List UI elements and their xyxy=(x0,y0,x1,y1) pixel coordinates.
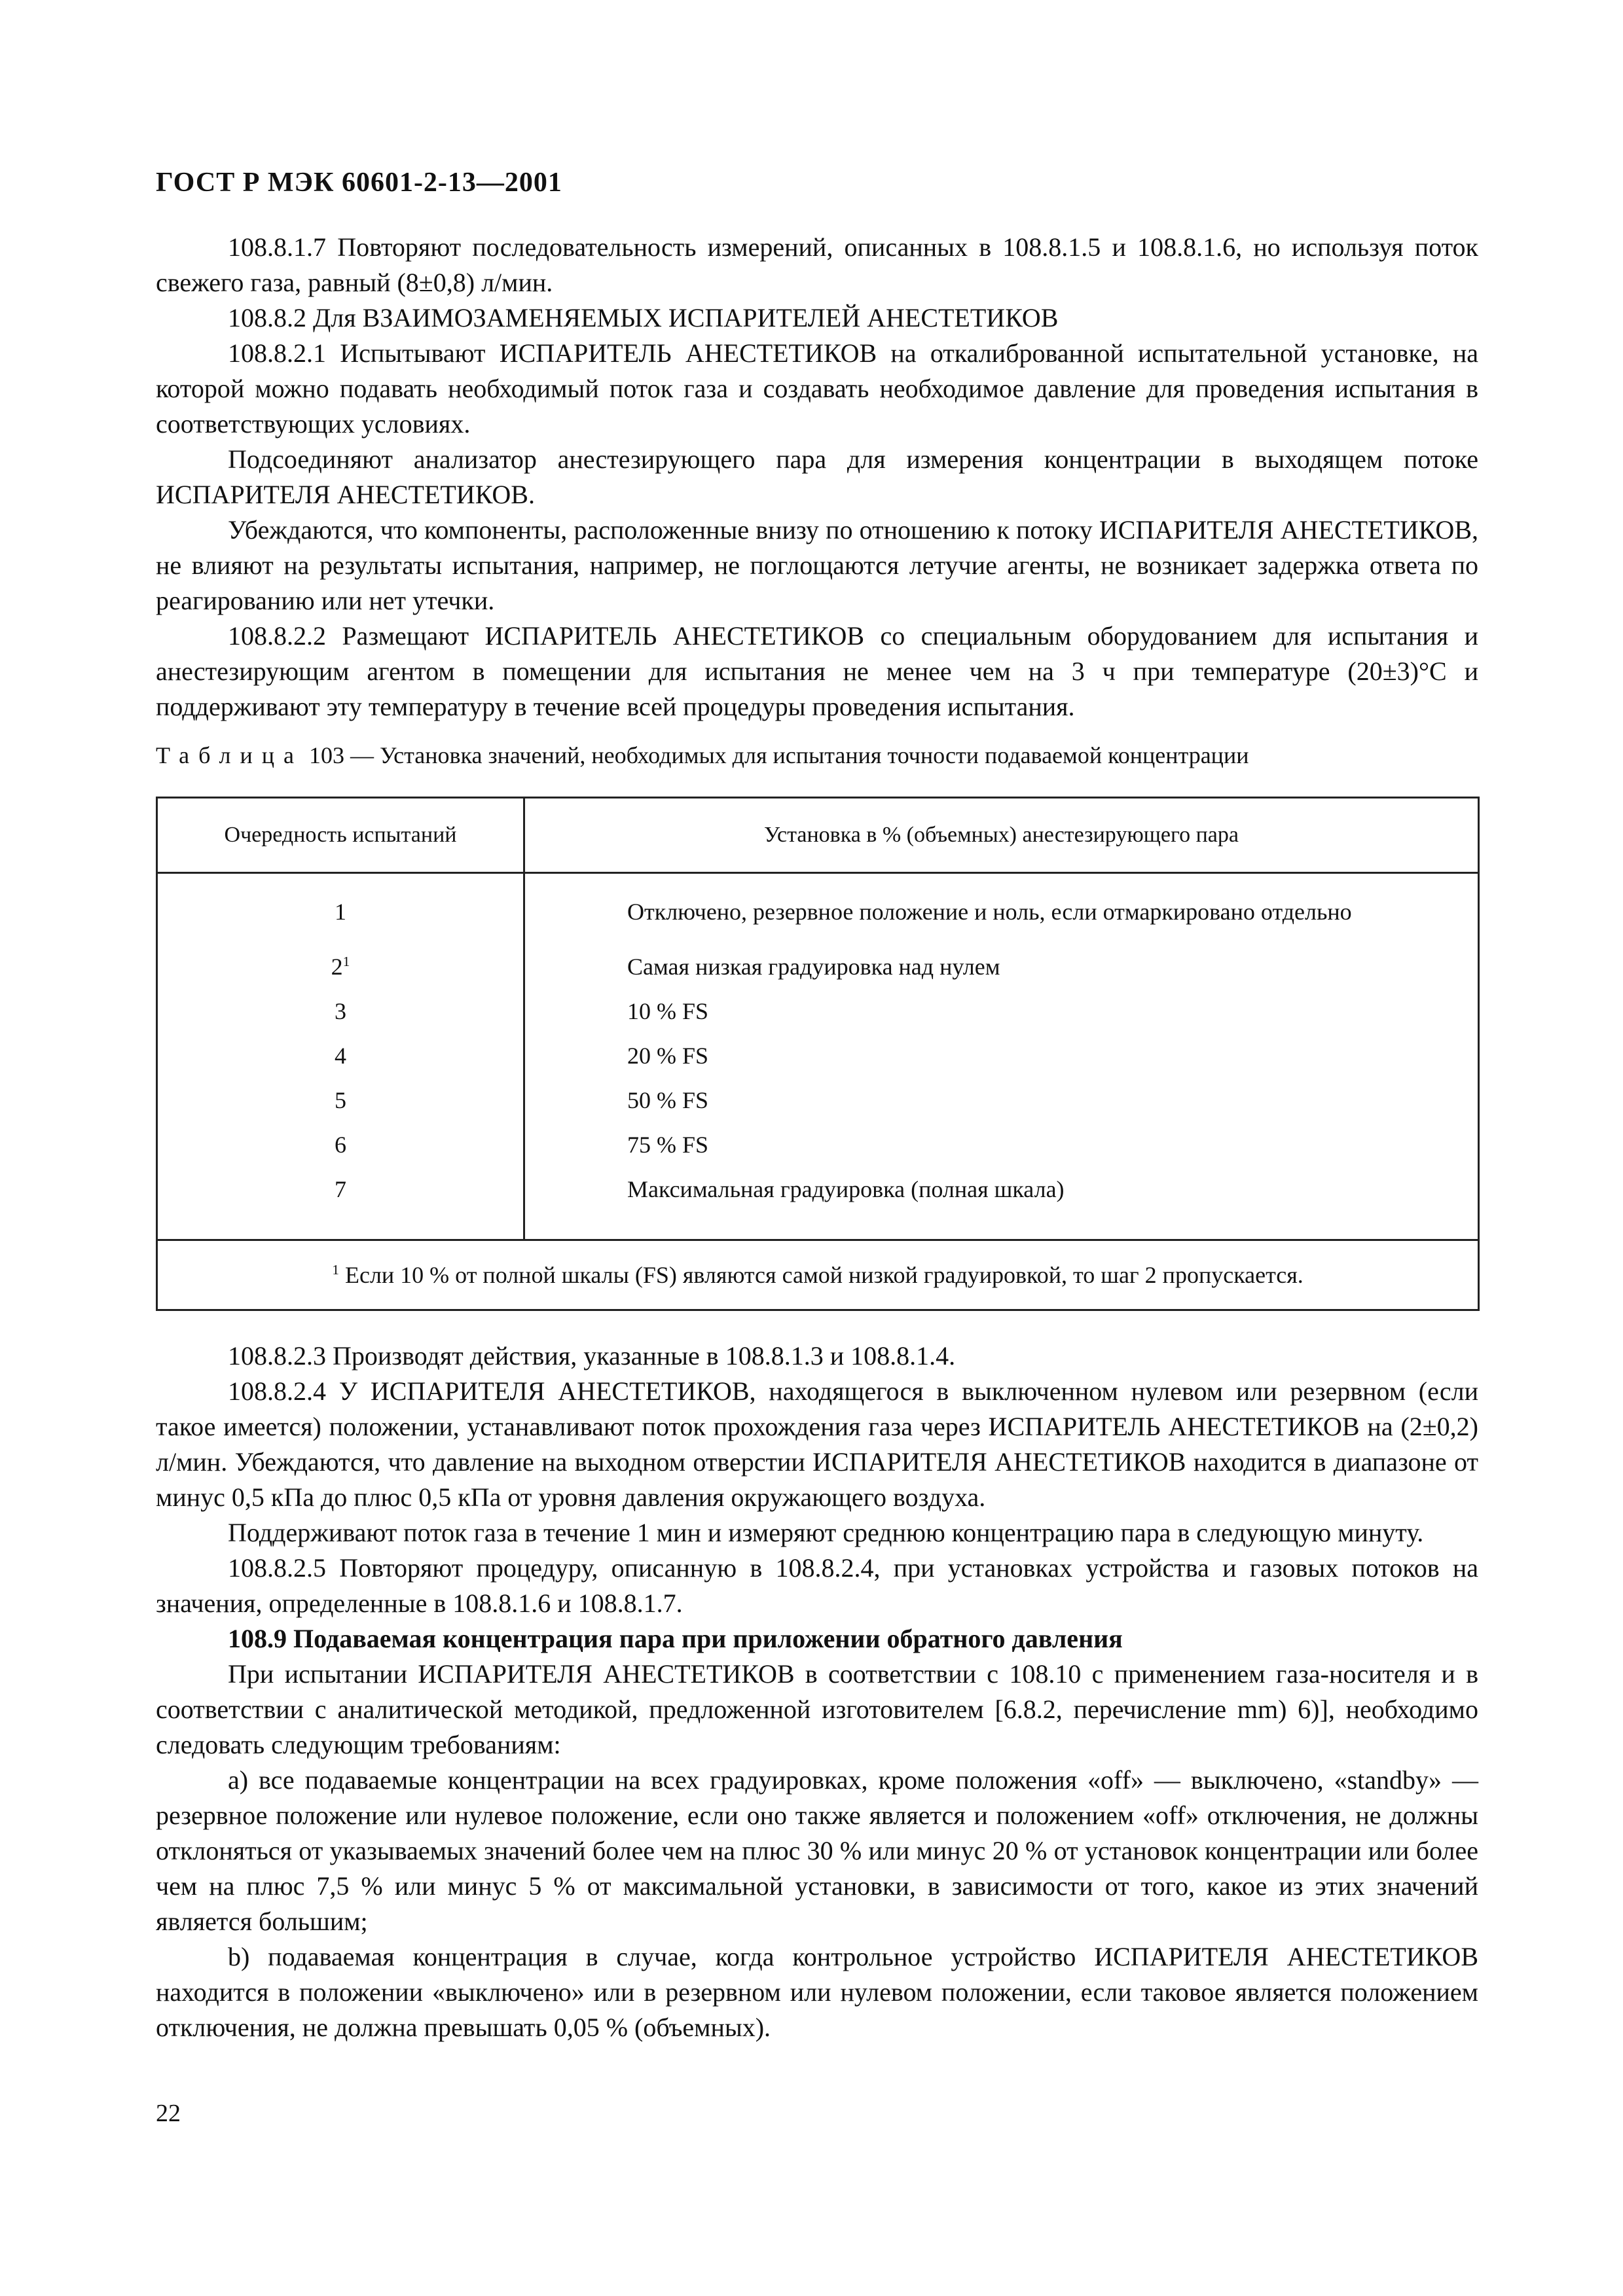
column-header-setting: Установка в % (объемных) анестезирующего пара xyxy=(524,798,1479,873)
table-row xyxy=(157,873,1479,928)
table-row xyxy=(157,927,1479,982)
section-heading-108-9: 108.9 Подаваемая концентрация пара при приложении обратного давления xyxy=(228,1624,1123,1653)
table-row xyxy=(157,1160,1479,1240)
row-value-text: Максимальная градуировка (полная шкала) xyxy=(627,1176,1065,1202)
settings-table xyxy=(156,797,1480,1311)
paragraph-108-8-2-2: 108.8.2.2 Размещают ИСПАРИТЕЛЬ АНЕСТЕТИКОВ со специальным оборудованием для испытания и анестезирующим агентом в помещении для испытания не менее чем на 3 ч при температуре (20±3)°С и поддерживают эту температуру в течение всей процедуры проведения испытания. xyxy=(156,621,1478,721)
table-row xyxy=(157,1027,1479,1071)
column-header-sequence: Очередность испытаний xyxy=(157,798,524,873)
row-value xyxy=(524,1160,1479,1240)
row-number: 6 xyxy=(157,1116,524,1160)
page-number: 22 xyxy=(156,2100,181,2127)
row-number-text: 2 xyxy=(331,954,343,980)
row-value-text: 50 % FS xyxy=(627,1087,709,1113)
row-value xyxy=(524,927,1479,982)
row-value xyxy=(524,1116,1479,1160)
row-value-text: Самая низкая градуировка над нулем xyxy=(627,954,1000,980)
paragraph-108-8-2-5: 108.8.2.5 Повторяют процедуру, описанную в 108.8.2.4, при установках устройства и газовых потоков на значения, определенные в 108.8.1.6 и 108.8.1.7. xyxy=(156,1553,1478,1618)
paragraph-item-a: a) все подаваемые концентрации на всех градуировках, кроме положения «off» — выключено, «standby» — резервное положение или нулевое положение, если оно также является и положением «off» отключения, не должны отклоняться от указываемых значений более чем на плюс 30 % или минус 20 % от установок концентрации или более чем на плюс 7,5 % или минус 5 % от максимальной установки, в зависимости от того, какое из этих значений является большим; xyxy=(156,1765,1478,1936)
table-footnote-row xyxy=(157,1240,1479,1310)
row-number xyxy=(157,927,524,982)
paragraph-108-8-2-1: 108.8.2.1 Испытывают ИСПАРИТЕЛЬ АНЕСТЕТИКОВ на откалиброванной испытательной установке, на которой можно подавать необходимый поток газа и создавать необходимое давление для проведения испытания в соответствующих условиях. xyxy=(156,338,1478,439)
paragraph-108-8-2-3: 108.8.2.3 Производят действия, указанные в 108.8.1.3 и 108.8.1.4. xyxy=(228,1341,956,1371)
row-value-text: 10 % FS xyxy=(627,998,709,1024)
document-page xyxy=(156,167,1478,2045)
paragraph-components: Убеждаются, что компоненты, расположенные внизу по отношению к потоку ИСПАРИТЕЛЯ АНЕСТЕТИКОВ, не влияют на результаты испытания, например, не поглощаются летучие агенты, не возникает задержка ответа по реагированию или нет утечки. xyxy=(156,515,1478,615)
paragraph-item-b: b) подаваемая концентрация в случае, когда контрольное устройство ИСПАРИТЕЛЯ АНЕСТЕТИКОВ находится в положении «выключено» или в резервном или нулевом положении, если таковое является положением отключения, не должна превышать 0,05 % (объемных). xyxy=(156,1942,1478,2042)
table-caption xyxy=(156,739,1478,772)
table-caption-text: 103 — Установка значений, необходимых для испытания точности подаваемой концентрации xyxy=(308,742,1249,768)
document-header: ГОСТ Р МЭК 60601-2-13—2001 xyxy=(156,168,562,198)
row-value-text: Отключено, резервное положение и ноль, если отмаркировано отдельно xyxy=(627,899,1352,925)
table-header-row xyxy=(157,798,1479,873)
footnote-reference: 1 xyxy=(342,954,350,969)
row-value xyxy=(524,1071,1479,1116)
footnote-mark: 1 xyxy=(332,1262,339,1278)
footnote-text: Если 10 % от полной шкалы (FS) являются самой низкой градуировкой, то шаг 2 пропускается. xyxy=(344,1262,1304,1288)
table-row xyxy=(157,982,1479,1027)
table-caption-label: Таблица xyxy=(156,742,303,768)
paragraph-108-8-2-4: 108.8.2.4 У ИСПАРИТЕЛЯ АНЕСТЕТИКОВ, находящегося в выключенном нулевом или резервном (если такое имеется) положении, устанавливают поток прохождения газа через ИСПАРИТЕЛЬ АНЕСТЕТИКОВ на (2±0,2) л/мин. Убеждаются, что давление на выходном отверстии ИСПАРИТЕЛЯ АНЕСТЕТИКОВ находится в диапазоне от минус 0,5 кПа до плюс 0,5 кПа от уровня давления окружающего воздуха. xyxy=(156,1376,1478,1512)
row-number: 3 xyxy=(157,982,524,1027)
paragraph-analyzer: Подсоединяют анализатор анестезирующего пара для измерения концентрации в выходящем потоке ИСПАРИТЕЛЯ АНЕСТЕТИКОВ. xyxy=(156,444,1478,509)
paragraph-108-8-2: 108.8.2 Для ВЗАИМОЗАМЕНЯЕМЫХ ИСПАРИТЕЛЕЙ АНЕСТЕТИКОВ xyxy=(228,303,1059,332)
table-footnote xyxy=(157,1240,1479,1310)
row-number: 7 xyxy=(157,1160,524,1240)
table-row xyxy=(157,1071,1479,1116)
table-row xyxy=(157,1116,1479,1160)
row-number: 5 xyxy=(157,1071,524,1116)
paragraph-gas-flow: Поддерживают поток газа в течение 1 мин и измеряют среднюю концентрацию пара в следующую минуту. xyxy=(228,1518,1424,1547)
paragraph-test-conditions: При испытании ИСПАРИТЕЛЯ АНЕСТЕТИКОВ в соответствии с 108.10 с применением газа-носителя и в соответствии с аналитической методикой, предложенной изготовителем [6.8.2, перечисление mm) 6)], необходимо следовать следующим требованиям: xyxy=(156,1659,1478,1759)
row-number: 1 xyxy=(157,873,524,928)
row-value xyxy=(524,1027,1479,1071)
row-number: 4 xyxy=(157,1027,524,1071)
row-value-text: 20 % FS xyxy=(627,1043,709,1069)
paragraph-108-8-1-7: 108.8.1.7 Повторяют последовательность измерений, описанных в 108.8.1.5 и 108.8.1.6, но используя поток свежего газа, равный (8±0,8) л/мин. xyxy=(156,232,1478,297)
row-value xyxy=(524,982,1479,1027)
row-value-text: 75 % FS xyxy=(627,1132,709,1158)
row-value xyxy=(524,873,1479,928)
